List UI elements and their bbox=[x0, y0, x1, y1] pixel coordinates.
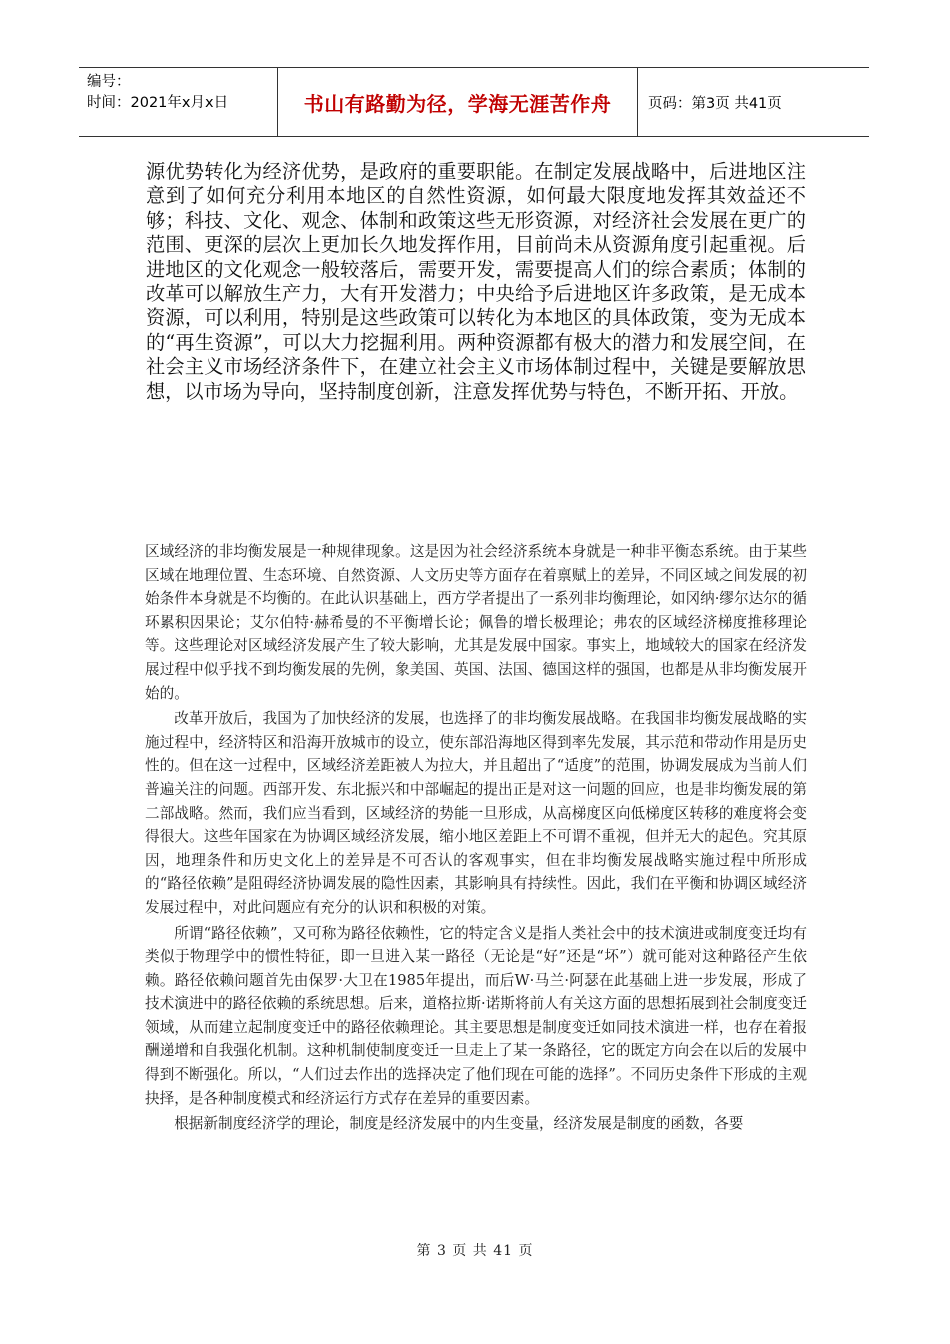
paragraph-3: 所谓“路径依赖”，又可称为路径依赖性，它的特定含义是指人类社会中的技术演进或制度变迁均有类似于物理学中的惯性特征，即一旦进入某一路径（无论是“好”还是“坏”）就可能对这种路径产生依赖。路径依赖问题首先由保罗·大卫在1985年提出，而后W·马兰·阿瑟在此基础上进一步发展，形成了技术演进中的路径依赖的系统思想。后来，道格拉斯·诺斯将前人有关这方面的思想拓展到社会制度变迁领域，从而建立起制度变迁中的路径依赖理论。其主要思想是制度变迁如同技术演进一样，也存在着报酬递增和自我强化机制。这种机制使制度变迁一旦走上了某一条路径，它的既定方向会在以后的发展中得到不断强化。所以，“人们过去作出的选择决定了他们现在可能的选择”。不同历史条件下形成的主观抉择，是各种制度模式和经济运行方式存在差异的重要因素。 bbox=[145, 924, 807, 1107]
header-meta bbox=[79, 68, 278, 136]
header-motto: 书山有路勤为径，学海无涯苦作舟 bbox=[278, 68, 638, 136]
lead-paragraph: 源优势转化为经济优势，是政府的重要职能。在制定发展战略中，后进地区注意到了如何充分利用本地区的自然性资源，如何最大限度地发挥其效益还不够；科技、文化、观念、体制和政策这些无形资源，对经济社会发展在更广的范围、更深的层次上更加长久地发挥作用，目前尚未从资源角度引起重视。后进地区的文化观念一般较落后，需要开发，需要提高人们的综合素质；体制的改革可以解放生产力，大有开发潜力；中央给予后进地区许多政策，是无成本资源，可以利用，特别是这些政策可以转化为本地区的具体政策，变为无成本的“再生资源”，可以大力挖掘利用。两种资源都有极大的潜力和发展空间，在社会主义市场经济条件下，在建立社会主义市场体制过程中，关键是要解放思想，以市场为导向，坚持制度创新，注意发挥优势与特色，不断开拓、开放。 bbox=[146, 160, 806, 403]
page-footer: 第 3 页 共 41 页 bbox=[416, 1243, 534, 1259]
time-label: 时间：2021年x月x日 bbox=[87, 95, 229, 111]
header-page-info: 页码：第3页 共41页 bbox=[648, 95, 782, 112]
paragraph-1: 区域经济的非均衡发展是一种规律现象。这是因为社会经济系统本身就是一种非平衡态系统。由于某些区域在地理位置、生态环境、自然资源、人文历史等方面存在着禀赋上的差异，不同区域之间发展的初始条件本身就是不均衡的。在此认识基础上，西方学者提出了一系列非均衡理论，如冈纳·缪尔达尔的循环累积因果论；艾尔伯特·赫希曼的不平衡增长论；佩鲁的增长极理论；弗农的区域经济梯度推移理论等。这些理论对区域经济发展产生了较大影响，尤其是发展中国家。事实上，地域较大的国家在经济发展过程中似乎找不到均衡发展的先例，象美国、英国、法国、德国这样的强国，也都是从非均衡发展开始的。 bbox=[145, 543, 807, 702]
body-text bbox=[145, 540, 807, 1138]
paragraph-4: 根据新制度经济学的理论，制度是经济发展中的内生变量，经济发展是制度的函数，各要 bbox=[174, 1115, 744, 1133]
paragraph-2: 改革开放后，我国为了加快经济的发展，也选择了的非均衡发展战略。在我国非均衡发展战略的实施过程中，经济特区和沿海开放城市的设立，使东部沿海地区得到率先发展，其示范和带动作用是历史性的。但在这一过程中，区域经济差距被人为拉大，并且超出了“适度”的范围，协调发展成为当前人们普遍关注的问题。西部开发、东北振兴和中部崛起的提出正是对这一问题的回应，也是非均衡发展的第二部战略。然而，我们应当看到，区域经济的势能一旦形成，从高梯度区向低梯度区转移的难度将会变得很大。这些年国家在为协调区域经济发展，缩小地区差距上不可谓不重视，但并无大的起色。究其原因，地理条件和历史文化上的差异是不可否认的客观事实，但在非均衡发展战略实施过程中所形成的“路径依赖”是阻碍经济协调发展的隐性因素，其影响具有持续性。因此，我们在平衡和协调区域经济发展过程中，对此问题应有充分的认识和积极的对策。 bbox=[145, 710, 807, 916]
number-label: 编号： bbox=[87, 74, 131, 90]
page-header bbox=[79, 67, 869, 137]
